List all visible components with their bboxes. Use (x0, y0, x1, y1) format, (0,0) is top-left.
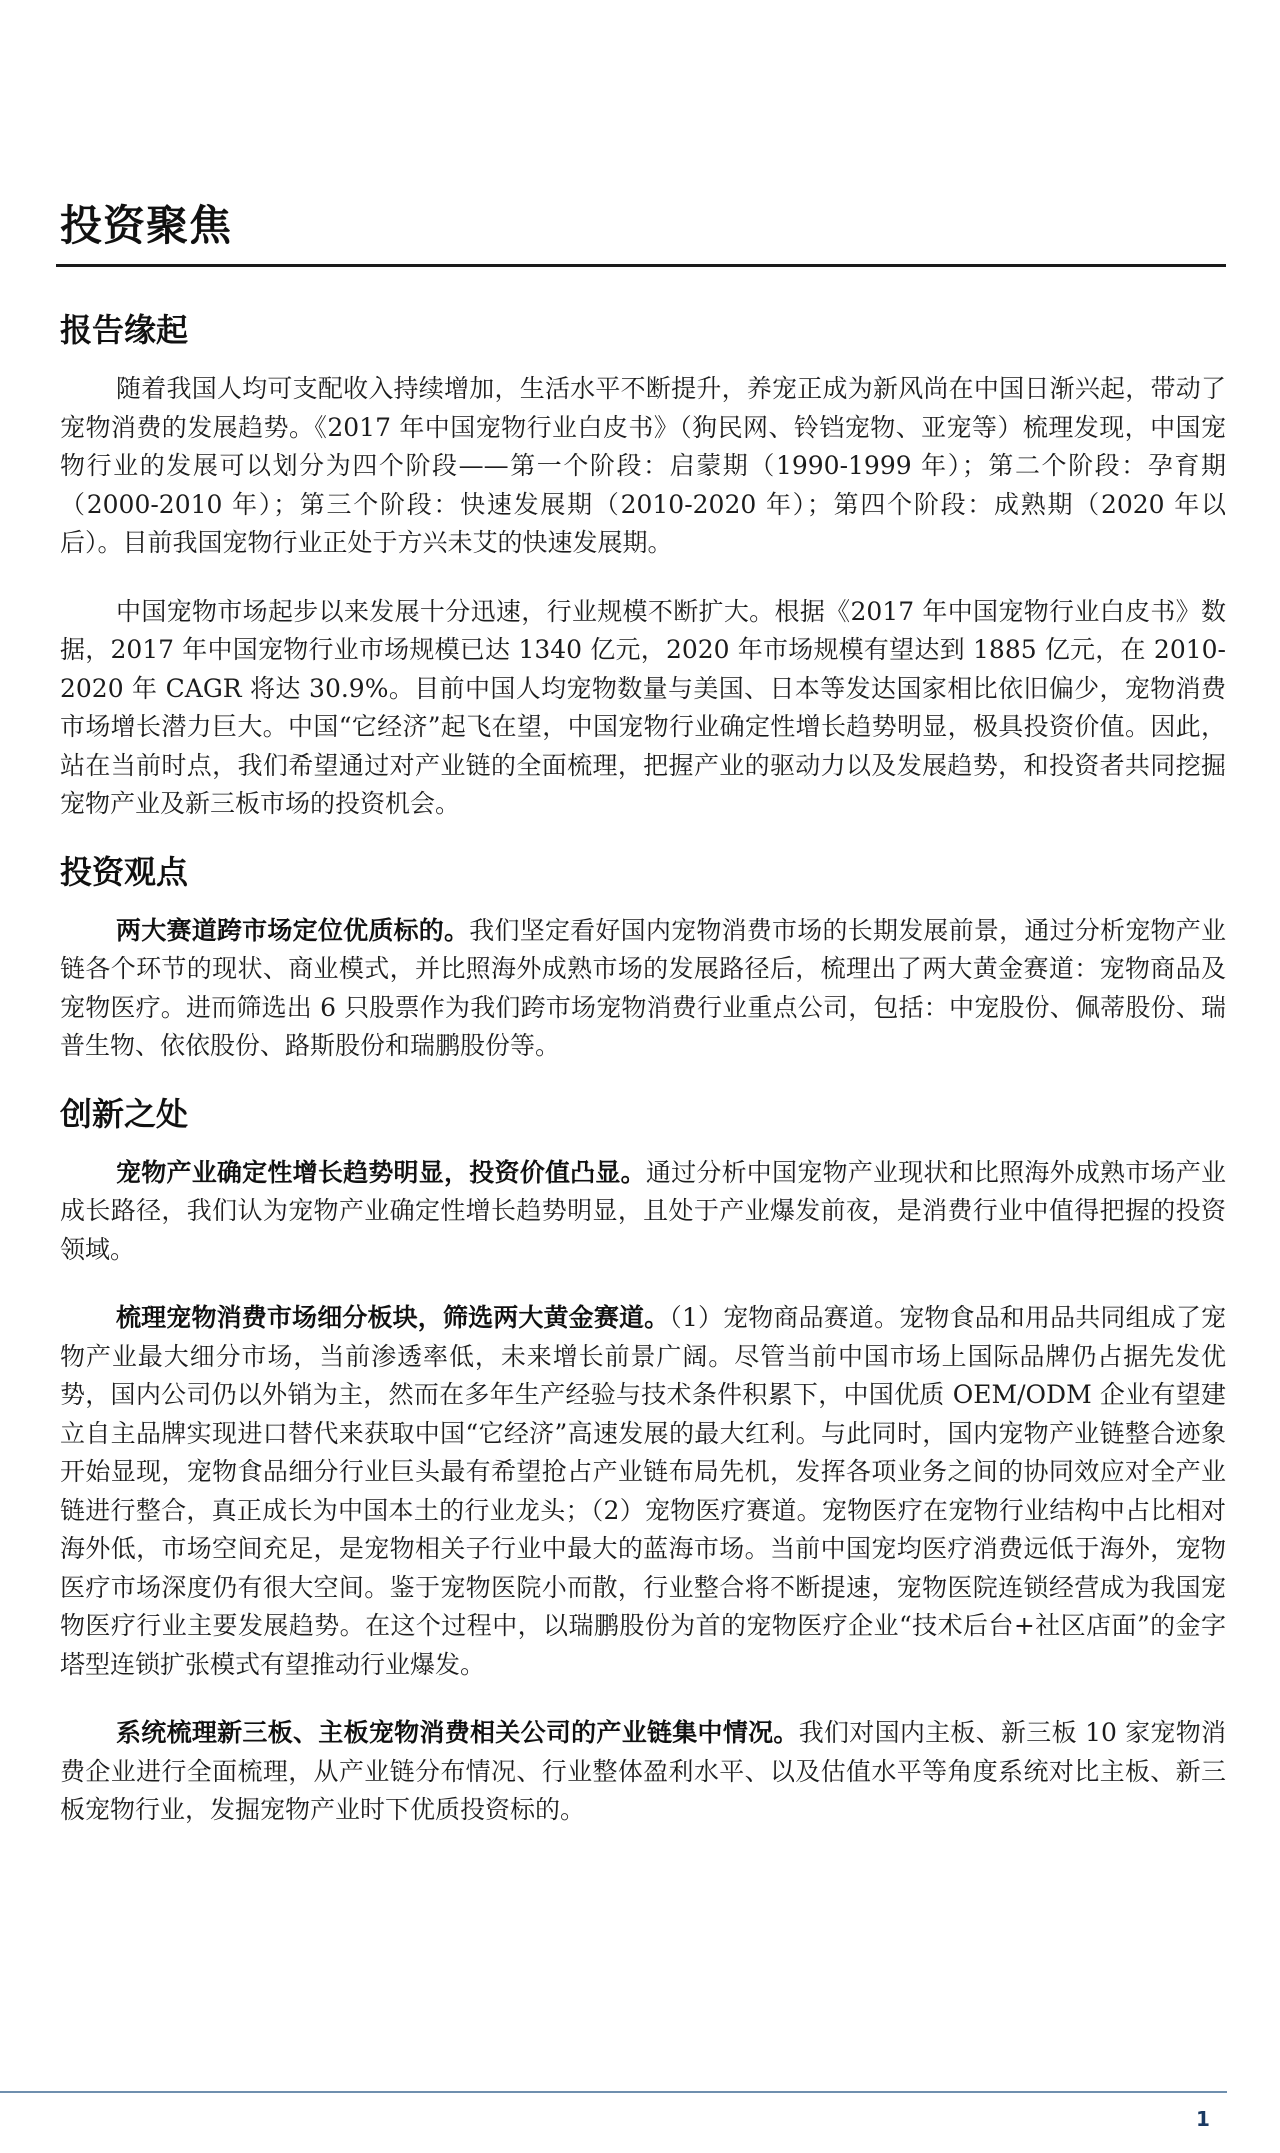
paragraph-body: 通过分析中国宠物产业现状和比照海外成熟市场产业成长路径，我们认为宠物产业确定性增长趋势明显，且处于产业爆发前夜，是消费行业中值得把握的投资领域。 (60, 1157, 1226, 1264)
paragraph: 中国宠物市场起步以来发展十分迅速，行业规模不断扩大。根据《2017 年中国宠物行业白皮书》数据，2017 年中国宠物行业市场规模已达 1340 亿元，2020 年市场规模有望达到 1885 亿元，在 2010-2020 年 CAGR 将达 30.9%。目前中国人均宠物数量与美国、日本等发达国家相比依旧偏少，宠物消费市场增长潜力巨大。中国“它经济”起飞在望，中国宠物行业确定性增长趋势明显，极具投资价值。因此，站在当前时点，我们希望通过对产业链的全面梳理，把握产业的驱动力以及发展趋势，和投资者共同挖掘宠物产业及新三板市场的投资机会。 (60, 596, 1226, 818)
section-heading: 报告缘起 (60, 311, 189, 349)
section-report-origin (60, 308, 1226, 824)
document-body (60, 308, 1226, 1830)
paragraph-lead: 梳理宠物消费市场细分板块，筛选两大黄金赛道。 (116, 1303, 670, 1332)
section-innovation (60, 1092, 1226, 1830)
paragraph (60, 912, 1226, 1066)
paragraph-body: 我们坚定看好国内宠物消费市场的长期发展前景，通过分析宠物产业链各个环节的现状、商业模式，并比照海外成熟市场的发展路径后，梳理出了两大黄金赛道：宠物商品及宠物医疗。进而筛选出 6 只股票作为我们跨市场宠物消费行业重点公司，包括：中宠股份、佩蒂股份、瑞普生物、依依股份、路斯股份和瑞鹏股份等。 (60, 915, 1226, 1060)
title-divider (56, 264, 1226, 267)
paragraph-lead: 宠物产业确定性增长趋势明显，投资价值凸显。 (116, 1157, 646, 1187)
paragraph (60, 1714, 1226, 1830)
paragraph: 随着我国人均可支配收入持续增加，生活水平不断提升，养宠正成为新风尚在中国日渐兴起，带动了宠物消费的发展趋势。《2017 年中国宠物行业白皮书》（狗民网、铃铛宠物、亚宠等）梳理发现，中国宠物行业的发展可以划分为四个阶段——第一个阶段：启蒙期（1990-1999 年）；第二个阶段：孕育期（2000-2010 年）；第三个阶段：快速发展期（2010-2020 年）；第四个阶段：成熟期（2020 年以后）。目前我国宠物行业正处于方兴未艾的快速发展期。 (60, 374, 1226, 557)
section-heading: 投资观点 (60, 852, 189, 891)
section-heading: 创新之处 (60, 1094, 189, 1133)
paragraph-body: 我们对国内主板、新三板 10 家宠物消费企业进行全面梳理，从产业链分布情况、行业整体盈利水平、以及估值水平等角度系统对比主板、新三板宠物行业，发掘宠物产业时下优质投资标的。 (60, 1718, 1226, 1824)
paragraph-lead: 两大赛道跨市场定位优质标的。 (116, 915, 470, 945)
section-investment-view (60, 850, 1226, 1066)
paragraph (60, 1154, 1226, 1270)
page-number: 1 (1196, 2107, 1210, 2131)
paragraph (60, 1299, 1226, 1684)
footer-divider (0, 2091, 1227, 2093)
paragraph-body: （1）宠物商品赛道。宠物食品和用品共同组成了宠物产业最大细分市场，当前渗透率低，未来增长前景广阔。尽管当前中国市场上国际品牌仍占据先发优势，国内公司仍以外销为主，然而在多年生产经验与技术条件积累下，中国优质 OEM/ODM 企业有望建立自主品牌实现进口替代来获取中国“它经济”高速发展的最大红利。与此同时，国内宠物产业链整合迹象开始显现，宠物食品细分行业巨头最有希望抢占产业链布局先机，发挥各项业务之间的协同效应对全产业链进行整合，真正成长为中国本土的行业龙头；（2）宠物医疗赛道。宠物医疗在宠物行业结构中占比相对海外低，市场空间充足，是宠物相关子行业中最大的蓝海市场。当前中国宠均医疗消费远低于海外，宠物医疗市场深度仍有很大空间。鉴于宠物医院小而散，行业整合将不断提速，宠物医院连锁经营成为我国宠物医疗行业主要发展趋势。在这个过程中，以瑞鹏股份为首的宠物医疗企业“技术后台+社区店面”的金字塔型连锁扩张模式有望推动行业爆发。 (60, 1303, 1226, 1679)
page-title: 投资聚焦 (60, 201, 233, 250)
paragraph-lead: 系统梳理新三板、主板宠物消费相关公司的产业链集中情况。 (116, 1718, 799, 1747)
